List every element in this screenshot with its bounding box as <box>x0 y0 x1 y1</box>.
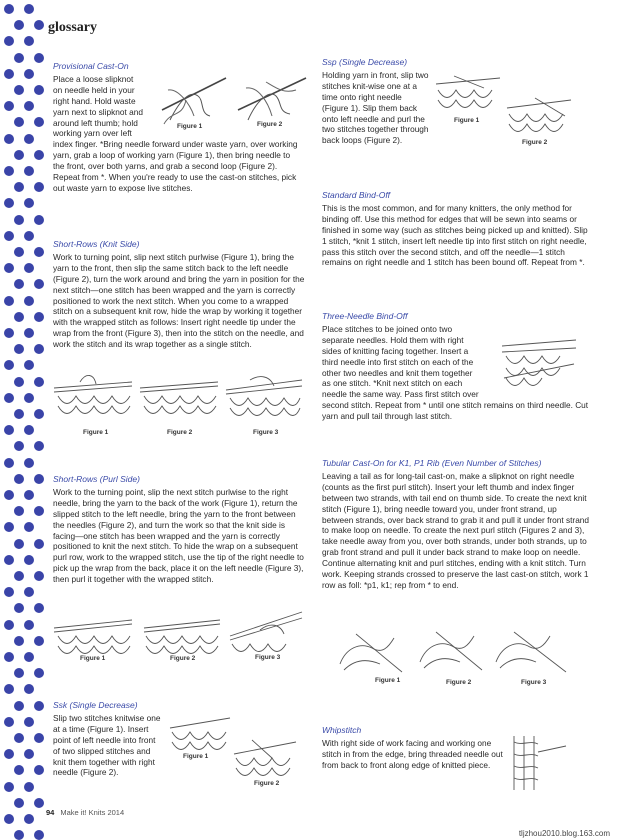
polka-dot <box>4 620 14 630</box>
ssp-figure-1 <box>434 74 502 114</box>
polka-dot <box>24 749 34 759</box>
polka-dot <box>34 20 44 30</box>
section-body: index finger. *Bring needle forward under waste yarn, over working yarn, grab a loop of working yarn (Figure 1), then bring needle to the front, over both yarns, and grab a second loop (Figure 2). Repeat from *. When you're ready to use the cast-on stitches, pick out waste yarn to expose live stitches. <box>53 139 298 193</box>
polka-dot <box>24 684 34 694</box>
section-ssk <box>53 700 163 778</box>
polka-dot <box>24 36 34 46</box>
ssp-figure-2 <box>505 96 573 136</box>
polka-dot <box>24 69 34 79</box>
polka-dot <box>24 4 34 14</box>
polka-dot <box>34 182 44 192</box>
polka-dot <box>4 101 14 111</box>
polka-dot <box>4 749 14 759</box>
figure-caption: Figure 2 <box>167 429 193 436</box>
polka-dot <box>34 344 44 354</box>
section-line: needle the same way. Pass first stitch over <box>322 389 479 400</box>
polka-dot <box>14 441 24 451</box>
magazine-name: Make it! Knits 2014 <box>60 808 125 817</box>
polka-dot <box>14 474 24 484</box>
polka-dot <box>14 377 24 387</box>
polka-dot <box>14 701 24 711</box>
polka-dot <box>34 474 44 484</box>
polka-dot <box>24 134 34 144</box>
polka-dot <box>4 296 14 306</box>
polka-dot <box>14 798 24 808</box>
polka-dot <box>24 198 34 208</box>
section-line: as one stitch. *Knit next stitch on each <box>322 378 463 389</box>
page-title: glossary <box>48 20 97 35</box>
polka-dot <box>34 312 44 322</box>
section-heading: Short-Rows (Purl Side) <box>53 474 140 484</box>
polka-dot <box>24 652 34 662</box>
polka-dot <box>4 198 14 208</box>
polka-dot <box>14 117 24 127</box>
polka-dot <box>14 539 24 549</box>
polka-dot <box>4 587 14 597</box>
provisional-figure-2 <box>236 68 308 126</box>
section-short-rows-purl <box>53 474 305 585</box>
polka-dot <box>14 571 24 581</box>
figure-caption: Figure 1 <box>454 117 480 124</box>
polka-dot <box>24 782 34 792</box>
polka-dot <box>24 555 34 565</box>
polka-dot <box>24 328 34 338</box>
section-line: sides of knitting facing together. Insert a <box>322 345 469 356</box>
polka-dot <box>24 814 34 824</box>
polka-dot <box>14 409 24 419</box>
polka-dot <box>34 377 44 387</box>
polka-dot <box>14 150 24 160</box>
polka-dot <box>14 668 24 678</box>
section-heading: Tubular Cast-On for K1, P1 Rib (Even Number of Stitches) <box>322 458 542 468</box>
polka-dot <box>34 506 44 516</box>
polka-dot <box>34 798 44 808</box>
polka-dot <box>34 701 44 711</box>
figure-caption: Figure 3 <box>521 679 547 686</box>
polka-dot <box>14 506 24 516</box>
polka-dot <box>14 215 24 225</box>
section-line: working yarn over left <box>53 128 132 139</box>
polka-dot <box>14 247 24 257</box>
section-line: on needle held in your <box>53 84 135 95</box>
section-standard-bind-off <box>322 190 590 268</box>
polka-dot <box>4 814 14 824</box>
polka-dot <box>34 150 44 160</box>
section-heading: Ssp (Single Decrease) <box>322 57 408 67</box>
section-short-rows-knit <box>53 239 305 350</box>
polka-dot <box>24 522 34 532</box>
section-body: This is the most common, and for many knitters, the only method for binding off. Use this method for edges that will be sewn into seams or finished in some way (such as stitches being picked up and knitted). Slip 1 stitch, *knit 1 stitch, insert left needle tip into first stitch on right needle, pass this stitch over the second stitch, and off the needle—1 stitch remains on right needle and 1 stitch has been bound off. Repeat from *. <box>322 202 588 268</box>
polka-dot <box>34 765 44 775</box>
section-body: Work to the turning point, slip the next stitch purlwise to the right needle, bring the yarn to the back of the work (Figure 1), return the slipped stitch to the left needle, bring the yarn to the front between the needles (Figure 2), and turn the work so that the knit side is facing—one stitch has been wrapped and the yarn is correctly positioned to knit the next stitch. To hide the wrap on a subsequent purl row, work to the wrapped stitch, use the tip of the right needle to pick up the wrap from the back, place it on the left needle (Figure 3), then purl it together with the wrapped stitch. <box>53 486 304 585</box>
polka-dot <box>14 312 24 322</box>
polka-dot <box>4 36 14 46</box>
section-body: Holding yarn in front, slip two stitches knit-wise one at a time onto right needle (Figure 1). Slip them back onto left needle and purl the two stitches together through back loops (Figure 2). <box>322 69 429 146</box>
polka-dot <box>4 231 14 241</box>
section-line: third needle into first stitch on each of the <box>322 356 474 367</box>
section-body: Slip two stitches knitwise one at a time (Figure 1). Insert point of left needle into front of two slipped stitches and knit them together with right needle (Figure 2). <box>53 712 161 778</box>
polka-dot <box>14 53 24 63</box>
polka-dot <box>4 458 14 468</box>
polka-dot <box>34 409 44 419</box>
polka-dot <box>34 733 44 743</box>
polka-dot <box>4 652 14 662</box>
polka-dot <box>4 166 14 176</box>
polka-dot <box>14 733 24 743</box>
polka-dot <box>34 247 44 257</box>
polka-dot <box>34 539 44 549</box>
polka-dot <box>24 458 34 468</box>
section-line: Place stitches to be joined onto two <box>322 323 453 334</box>
polka-dot <box>4 555 14 565</box>
polka-dot <box>4 782 14 792</box>
polka-dot <box>4 134 14 144</box>
figure-caption: Figure 1 <box>80 655 106 662</box>
polka-dot <box>4 522 14 532</box>
section-line: other two needles and knit them together <box>322 367 473 378</box>
section-line: around left thumb; hold <box>53 117 138 128</box>
section-body: Work to turning point, slip next stitch purlwise (Figure 1), bring the yarn to the front, then slip the same stitch back to the left needle (Figure 2), turn the work around and bring the yarn in position for the next stitch—one stitch has been wrapped and the yarn is correctly positioned to work the next stitch. When you come to a wrapped stitch on a subsequent knit row, hide the wrap by working it together with the wrapped stitch as follows: Insert right needle tip under the wrap from the front (Figure 3), then into the stitch on the needle, and work the stitch and its wrap together as a single stitch. <box>53 251 305 350</box>
polka-dot <box>14 765 24 775</box>
polka-dot <box>24 296 34 306</box>
polka-dot <box>14 344 24 354</box>
figure-caption: Figure 1 <box>177 123 203 130</box>
tubular-figures <box>336 624 576 680</box>
polka-dot <box>4 717 14 727</box>
ssk-figure-2 <box>232 738 298 780</box>
polka-dot <box>4 4 14 14</box>
polka-dot <box>34 571 44 581</box>
polka-dot <box>24 360 34 370</box>
figure-caption: Figure 3 <box>255 654 281 661</box>
polka-dot <box>24 231 34 241</box>
polka-dot <box>14 182 24 192</box>
whipstitch-figure <box>510 732 570 794</box>
figure-caption: Figure 1 <box>375 677 401 684</box>
figure-caption: Figure 2 <box>257 121 283 128</box>
polka-dot <box>14 636 24 646</box>
provisional-figure-1 <box>160 70 230 128</box>
section-heading: Provisional Cast-On <box>53 61 129 71</box>
figure-caption: Figure 2 <box>446 679 472 686</box>
section-heading: Whipstitch <box>322 725 362 735</box>
polka-dot <box>24 490 34 500</box>
polka-dot <box>34 636 44 646</box>
watermark: tljzhou2010.blog.163.com <box>518 829 610 838</box>
polka-dot-border <box>0 0 42 839</box>
polka-dot <box>4 490 14 500</box>
section-heading: Ssk (Single Decrease) <box>53 700 138 710</box>
three-needle-figure <box>500 338 578 390</box>
section-heading: Short-Rows (Knit Side) <box>53 239 140 249</box>
polka-dot <box>34 668 44 678</box>
polka-dot <box>24 101 34 111</box>
polka-dot <box>14 85 24 95</box>
section-body: Leaving a tail as for long-tail cast-on, make a slipknot on right needle (counts as the first purl stitch). Insert your left thumb and index finger between two strands, with tail end on thumb side. To create the next knit stitch (Figure 1), bring needle toward you, under front strand, up between strands, over back strand to grab it and pull it under front strand to make loop on needle. To create the next purl stitch (Figures 2 and 3), take needle away from you, over both strands, under both strands, up to grab front strand and pull it under back strand to make loop on needle. Continue alternating knit and purl stitches, ending with a knit stitch. Turn work. Keeping strands crossed to preserve the last cast-on stitch, work 1 row as foll: *p1, k1; rep from * to end. <box>322 470 590 590</box>
polka-dot <box>24 587 34 597</box>
polka-dot <box>14 279 24 289</box>
polka-dot <box>14 20 24 30</box>
polka-dot <box>24 263 34 273</box>
page-footer <box>46 808 124 817</box>
polka-dot <box>24 620 34 630</box>
polka-dot <box>24 166 34 176</box>
polka-dot <box>34 85 44 95</box>
figure-caption: Figure 2 <box>522 139 548 146</box>
polka-dot <box>34 441 44 451</box>
figure-caption: Figure 1 <box>83 429 109 436</box>
polka-dot <box>34 53 44 63</box>
section-heading: Standard Bind-Off <box>322 190 391 200</box>
polka-dot <box>34 603 44 613</box>
polka-dot <box>4 684 14 694</box>
section-whipstitch <box>322 725 504 771</box>
section-line: yarn next to slipknot and <box>53 106 143 117</box>
short-rows-knit-figures <box>50 372 305 428</box>
polka-dot <box>4 425 14 435</box>
polka-dot <box>4 263 14 273</box>
page-number: 94 <box>46 808 55 817</box>
section-line: separate needles. Hold them with right <box>322 334 464 345</box>
section-line: right hand. Hold waste <box>53 95 136 106</box>
figure-caption: Figure 3 <box>253 429 279 436</box>
polka-dot <box>4 328 14 338</box>
section-tubular-cast-on <box>322 458 590 591</box>
figure-caption: Figure 2 <box>254 780 280 787</box>
polka-dot <box>4 360 14 370</box>
section-heading: Three-Needle Bind-Off <box>322 311 408 321</box>
polka-dot <box>14 603 24 613</box>
section-line: Place a loose slipknot <box>53 73 134 84</box>
figure-caption: Figure 2 <box>170 655 196 662</box>
polka-dot <box>24 425 34 435</box>
polka-dot <box>24 717 34 727</box>
polka-dot <box>34 279 44 289</box>
section-ssp <box>322 57 430 146</box>
polka-dot <box>34 117 44 127</box>
polka-dot <box>4 393 14 403</box>
section-body: second stitch. Repeat from * until one stitch remains on third needle. Cut yarn and pull tail through last stitch. <box>322 400 589 422</box>
ssk-figure-1 <box>168 714 234 754</box>
polka-dot <box>24 393 34 403</box>
section-body: With right side of work facing and working one stitch in from the edge, bring threaded needle out from back to front along edge of knitted piece. <box>322 737 503 770</box>
polka-dot <box>34 215 44 225</box>
polka-dot <box>4 69 14 79</box>
figure-caption: Figure 1 <box>183 753 209 760</box>
